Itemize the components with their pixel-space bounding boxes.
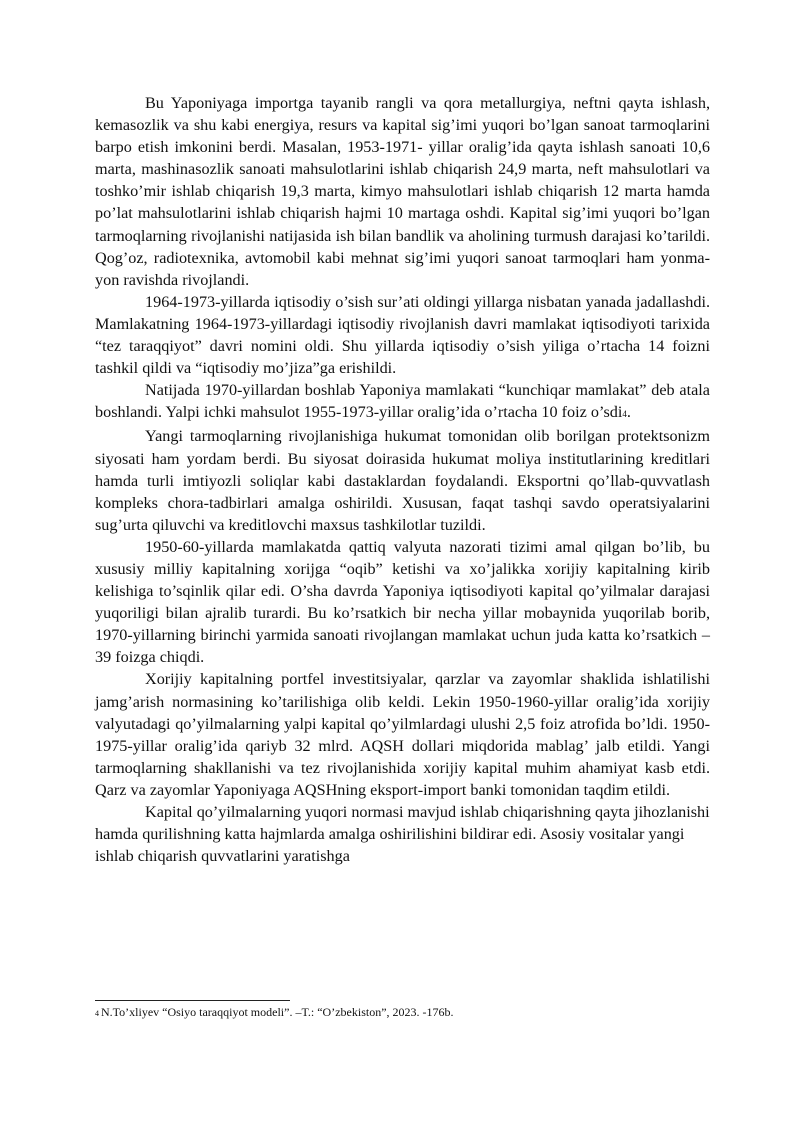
- paragraph-2: 1964-1973-yillarda iqtisodiy o’sish sur’ati oldingi yillarga nisbatan yanada jadallashdi. Mamlakatning 1964-1973-yillardagi iqtisodiy rivojlanish davri mamlakat iqtisodiyoti tarixida “tez taraqqiyot” davri nomini oldi. Shu yillarda iqtisodiy o’sish yiliga o’rtacha 14 foizni tashkil qildi va “iqtisodiy mo’jiza”ga erishildi.: [95, 292, 710, 378]
- footnote-number: 4: [95, 1009, 99, 1018]
- document-body: [95, 92, 710, 867]
- paragraph-5: 1950-60-yillarda mamlakatda qattiq valyuta nazorati tizimi amal qilgan bo’lib, bu xususiy milliy kapitalning xorijga “oqib” ketishi va xo’jalikka xorijiy kapitalning kirib kelishiga to’sqinlik qilar edi. O’sha davrda Yaponiya iqtisodiyoti kapital qo’yilmalar darajasi yuqoriligi bilan ajralib turardi. Bu ko’rsatkich bir necha yillar mobaynida yuqorilab borib, 1970-yillarning birinchi yarmida sanoati rivojlangan mamlakat uchun juda katta ko’rsatkich – 39 foizga chiqdi.: [95, 537, 710, 667]
- paragraph-7: Kapital qo’yilmalarning yuqori normasi mavjud ishlab chiqarishning qayta jihozlanishi hamda qurilishning katta hajmlarda amalga oshirilishini bildirar edi. Asosiy vositalar yangi ishlab chiqarish quvvatlarini yaratishga: [95, 803, 710, 866]
- footnote: [95, 1005, 710, 1021]
- paragraph-3-text: Natijada 1970-yillardan boshlab Yaponiya mamlakati “kunchiqar mamlakat” deb atala boshlandi. Yalpi ichki mahsulot 1955-1973-yillar oralig’ida o’rtacha 10 foiz o’sdi: [95, 381, 710, 422]
- paragraph-6: Xorijiy kapitalning portfel investitsiyalar, qarzlar va zayomlar shaklida ishlatilishi jamg’arish normasining ko’tarilishiga olib keldi. Lekin 1950-1960-yillar oralig’ida xorijiy valyutadagi qo’yilmalarning yalpi kapital qo’yilmlardagi ulushi 2,5 foiz atrofida bo’ldi. 1950-1975-yillar oralig’ida qariyb 32 mlrd. AQSH dollari miqdorida mablag’ jalb etildi. Yangi tarmoqlarning shakllanishi va tez rivojlanishida xorijiy kapital muhim ahamiyat kasb etdi. Qarz va zayomlar Yaponiyaga AQSHning eksport-import banki tomonidan taqdim etildi.: [95, 670, 710, 799]
- footnote-separator: [95, 1000, 290, 1001]
- footnote-text: N.To’xliyev “Osiyo taraqqiyot modeli”. –T.: “O’zbekiston”, 2023. -176b.: [101, 1005, 454, 1019]
- footnote-reference: 4: [622, 409, 627, 420]
- paragraph-4: Yangi tarmoqlarning rivojlanishiga hukumat tomonidan olib borilgan protektsonizm siyosati ham yordam berdi. Bu siyosat doirasida hukumat moliya institutlarining kreditlari hamda turli imtiyozli soliqlar kabi dastaklardan foydalandi. Eksportni qo’llab-quvvatlash kompleks chora-tadbirlari amalga oshirildi. Xususan, faqat tashqi savdo operatsiyalarini sug’urta qiluvchi va kreditlovchi maxsus tashkilotlar tuzildi.: [95, 427, 710, 534]
- paragraph-3: Natijada 1970-yillardan boshlab Yaponiya mamlakati “kunchiqar mamlakat” deb atala boshlandi. Yalpi ichki mahsulot 1955-1973-yillar oralig’ida o’rtacha 10 foiz o’sdi4.: [95, 381, 710, 422]
- paragraph-1: Bu Yaponiyaga importga tayanib rangli va qora metallurgiya, neftni qayta ishlash, kemasozlik va shu kabi energiya, resurs va kapital sig’imi yuqori bo’lgan sanoat tarmoqlarini barpo etish imkonini berdi. Masalan, 1953-1971- yillar oralig’ida qayta ishlash sanoati 10,6 marta, mashinasozlik sanoati mahsulotlarini ishlab chiqarish 24,9 marta, neft mahsulotlari va toshko’mir ishlab chiqarish 19,3 marta, kimyo mahsulotlari ishlab chiqarish 12 marta hamda po’lat mahsulotlarini ishlab chiqarish hajmi 10 martaga oshdi. Kapital sig’imi yuqori bo’lgan tarmoqlarning rivojlanishi natijasida ish bilan bandlik va aholining turmush darajasi ko’tarildi. Qog’oz, radiotexnika, avtomobil kabi mehnat sig’imi yuqori sanoat tarmoqlari ham yonma-yon ravishda rivojlandi.: [95, 94, 710, 289]
